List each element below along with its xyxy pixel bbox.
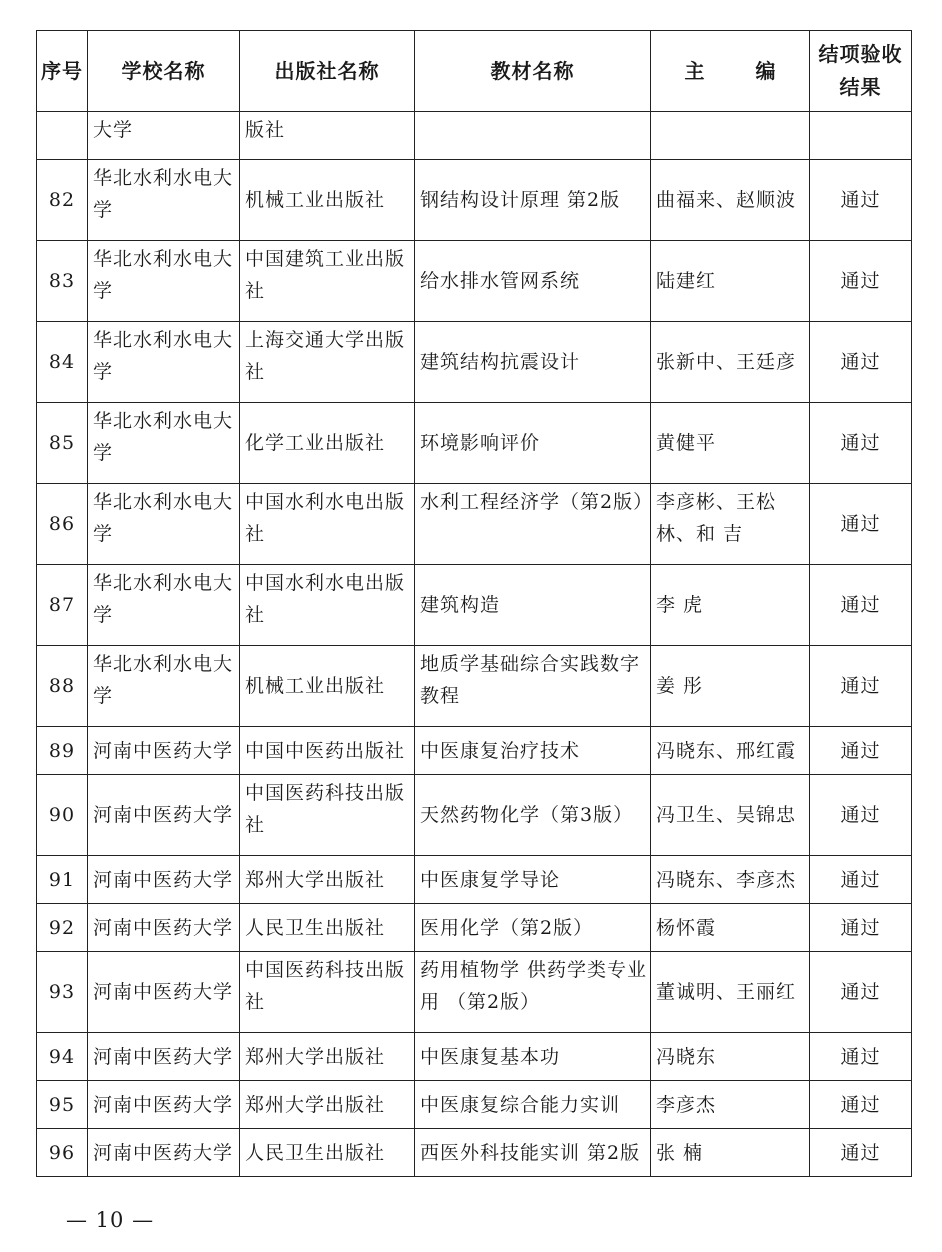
cell-chief-editor: 杨怀霞 [651,904,810,952]
cell-serial-number: 94 [37,1033,88,1081]
cell-chief-editor: 陆建红 [651,241,810,322]
cell-publisher-name: 中国中医药出版社 [240,727,415,775]
cell-textbook-name: 药用植物学 供药学类专业用 （第2版） [415,952,651,1033]
cell-publisher-name: 版社 [240,112,415,160]
cell-textbook-name [415,112,651,160]
cell-serial-number: 90 [37,775,88,856]
cell-acceptance-result: 通过 [810,1129,912,1177]
cell-acceptance-result: 通过 [810,1033,912,1081]
cell-chief-editor: 李彦彬、王松林、和 吉 [651,484,810,565]
cell-school-name: 大学 [88,112,240,160]
cell-acceptance-result: 通过 [810,1081,912,1129]
cell-serial-number: 93 [37,952,88,1033]
cell-chief-editor: 曲福来、赵顺波 [651,160,810,241]
cell-serial-number: 91 [37,856,88,904]
header-serial-number: 序号 [37,31,88,112]
cell-serial-number: 92 [37,904,88,952]
cell-school-name: 华北水利水电大学 [88,160,240,241]
cell-textbook-name: 建筑构造 [415,565,651,646]
cell-serial-number: 82 [37,160,88,241]
table-header-row [37,31,912,112]
cell-publisher-name: 人民卫生出版社 [240,1129,415,1177]
cell-acceptance-result: 通过 [810,727,912,775]
table-row [37,904,912,952]
cell-acceptance-result [810,112,912,160]
header-chief-editor: 主 编 [651,31,810,112]
cell-school-name: 河南中医药大学 [88,1033,240,1081]
cell-school-name: 华北水利水电大学 [88,241,240,322]
cell-textbook-name: 建筑结构抗震设计 [415,322,651,403]
cell-serial-number [37,112,88,160]
header-school-name: 学校名称 [88,31,240,112]
cell-textbook-name: 中医康复治疗技术 [415,727,651,775]
cell-publisher-name: 中国建筑工业出版社 [240,241,415,322]
table-row [37,403,912,484]
cell-school-name: 河南中医药大学 [88,856,240,904]
cell-chief-editor: 姜 彤 [651,646,810,727]
cell-publisher-name: 郑州大学出版社 [240,1081,415,1129]
header-acceptance-result-line2: 结果 [839,75,882,99]
cell-acceptance-result: 通过 [810,565,912,646]
cell-acceptance-result: 通过 [810,241,912,322]
cell-school-name: 华北水利水电大学 [88,322,240,403]
cell-chief-editor: 董诚明、王丽红 [651,952,810,1033]
table-row [37,322,912,403]
cell-acceptance-result: 通过 [810,403,912,484]
header-acceptance-result-line1: 结项验收 [818,42,903,66]
cell-school-name: 河南中医药大学 [88,727,240,775]
table-row [37,775,912,856]
cell-acceptance-result: 通过 [810,484,912,565]
cell-publisher-name: 中国医药科技出版社 [240,775,415,856]
cell-acceptance-result: 通过 [810,160,912,241]
cell-serial-number: 87 [37,565,88,646]
cell-school-name: 河南中医药大学 [88,1129,240,1177]
cell-school-name: 河南中医药大学 [88,904,240,952]
cell-publisher-name: 中国医药科技出版社 [240,952,415,1033]
cell-chief-editor: 张新中、王廷彦 [651,322,810,403]
cell-textbook-name: 给水排水管网系统 [415,241,651,322]
table-row [37,727,912,775]
table-row [37,241,912,322]
cell-textbook-name: 地质学基础综合实践数字教程 [415,646,651,727]
cell-textbook-name: 钢结构设计原理 第2版 [415,160,651,241]
cell-publisher-name: 郑州大学出版社 [240,856,415,904]
textbook-acceptance-table [36,30,912,1177]
page-number: — 10 — [66,1208,155,1232]
cell-acceptance-result: 通过 [810,646,912,727]
table-row [37,1129,912,1177]
table-row [37,112,912,160]
cell-textbook-name: 环境影响评价 [415,403,651,484]
cell-school-name: 华北水利水电大学 [88,403,240,484]
cell-publisher-name: 化学工业出版社 [240,403,415,484]
header-publisher-name: 出版社名称 [240,31,415,112]
cell-textbook-name: 医用化学（第2版） [415,904,651,952]
cell-textbook-name: 西医外科技能实训 第2版 [415,1129,651,1177]
cell-chief-editor: 冯晓东 [651,1033,810,1081]
header-textbook-name: 教材名称 [415,31,651,112]
cell-textbook-name: 天然药物化学（第3版） [415,775,651,856]
table-row [37,565,912,646]
table-row [37,1033,912,1081]
table-row [37,484,912,565]
cell-textbook-name: 中医康复基本功 [415,1033,651,1081]
cell-serial-number: 86 [37,484,88,565]
cell-serial-number: 96 [37,1129,88,1177]
table-row [37,646,912,727]
cell-chief-editor: 李彦杰 [651,1081,810,1129]
cell-acceptance-result: 通过 [810,904,912,952]
cell-publisher-name: 上海交通大学出版社 [240,322,415,403]
table-row [37,160,912,241]
cell-school-name: 河南中医药大学 [88,775,240,856]
cell-school-name: 华北水利水电大学 [88,565,240,646]
cell-publisher-name: 机械工业出版社 [240,646,415,727]
table-row [37,952,912,1033]
cell-textbook-name: 水利工程经济学（第2版） [415,484,651,565]
cell-textbook-name: 中医康复学导论 [415,856,651,904]
table-row [37,1081,912,1129]
header-acceptance-result [810,31,912,112]
cell-publisher-name: 中国水利水电出版社 [240,484,415,565]
cell-acceptance-result: 通过 [810,775,912,856]
cell-publisher-name: 中国水利水电出版社 [240,565,415,646]
cell-serial-number: 84 [37,322,88,403]
cell-school-name: 华北水利水电大学 [88,484,240,565]
cell-school-name: 河南中医药大学 [88,952,240,1033]
cell-acceptance-result: 通过 [810,952,912,1033]
cell-chief-editor: 张 楠 [651,1129,810,1177]
cell-publisher-name: 机械工业出版社 [240,160,415,241]
cell-acceptance-result: 通过 [810,322,912,403]
cell-chief-editor: 冯晓东、李彦杰 [651,856,810,904]
cell-publisher-name: 郑州大学出版社 [240,1033,415,1081]
cell-textbook-name: 中医康复综合能力实训 [415,1081,651,1129]
cell-serial-number: 83 [37,241,88,322]
table-row [37,856,912,904]
cell-publisher-name: 人民卫生出版社 [240,904,415,952]
cell-serial-number: 88 [37,646,88,727]
cell-chief-editor: 冯卫生、吴锦忠 [651,775,810,856]
cell-school-name: 华北水利水电大学 [88,646,240,727]
cell-serial-number: 85 [37,403,88,484]
cell-chief-editor: 李 虎 [651,565,810,646]
cell-serial-number: 89 [37,727,88,775]
cell-school-name: 河南中医药大学 [88,1081,240,1129]
cell-chief-editor: 冯晓东、邢红霞 [651,727,810,775]
table-body [37,112,912,1177]
cell-serial-number: 95 [37,1081,88,1129]
cell-acceptance-result: 通过 [810,856,912,904]
cell-chief-editor [651,112,810,160]
cell-chief-editor: 黄健平 [651,403,810,484]
